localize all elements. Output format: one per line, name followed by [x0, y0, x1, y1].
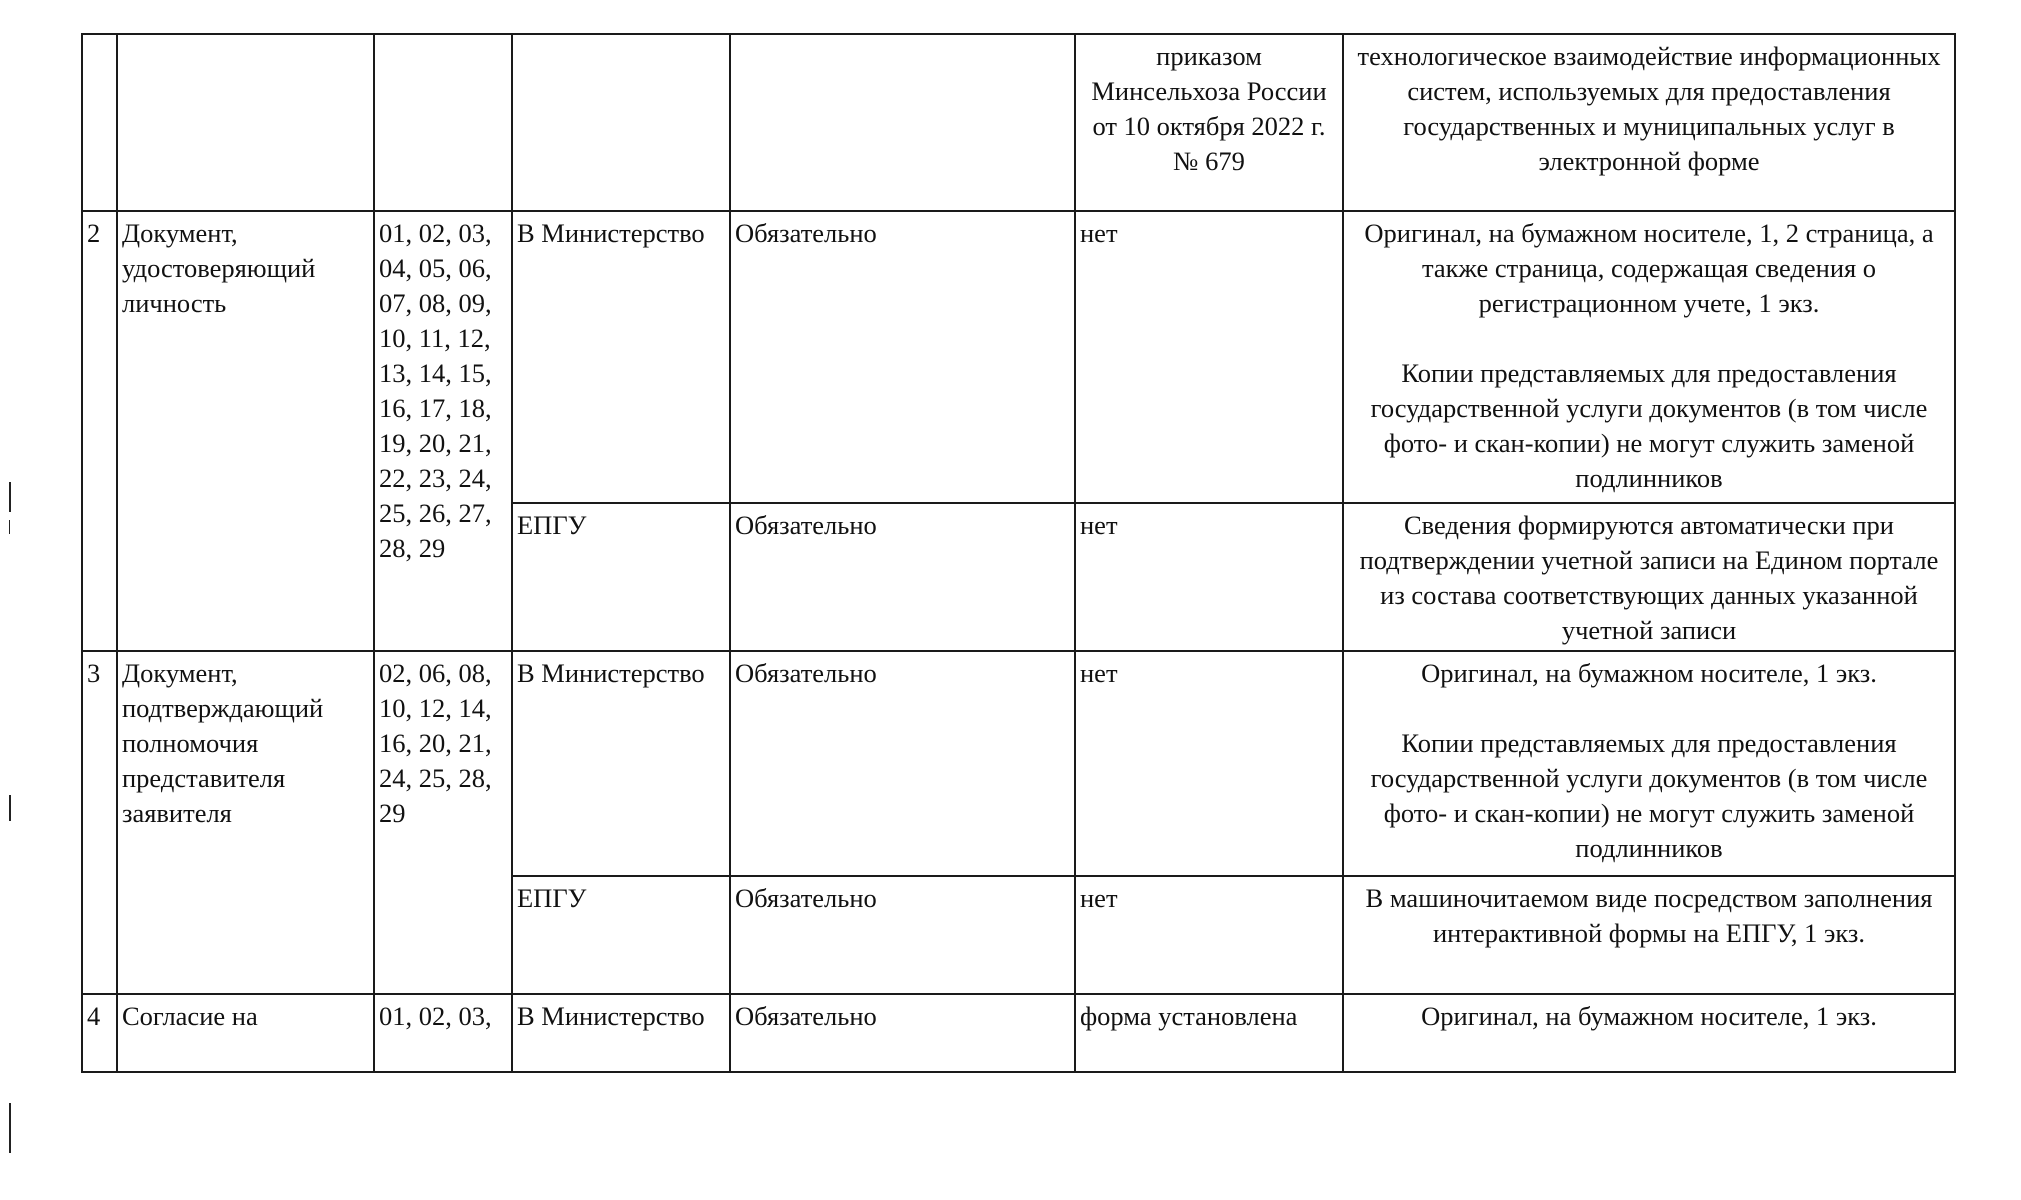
- note-paragraph: В машиночитаемом виде посредством заполнения интерактивной формы на ЕПГУ, 1 экз.: [1365, 883, 1933, 948]
- table-row: [82, 994, 1955, 1072]
- submission-channel: В Министерство: [512, 994, 730, 1072]
- submission-notes: [1343, 211, 1955, 503]
- submission-channel: В Министерство: [512, 211, 730, 503]
- document-name: Документ, удостоверяющий личность: [117, 211, 374, 651]
- document-name: Согласие на: [117, 994, 374, 1072]
- notes-cell: [1343, 34, 1955, 211]
- note-paragraph: Оригинал, на бумажном носителе, 1, 2 страница, а также страница, содержащая сведения о регистрационном учете, 1 экз.: [1364, 218, 1934, 318]
- form-established: нет: [1075, 876, 1343, 994]
- table-row-header-continuation: [82, 34, 1955, 211]
- table-row: [82, 211, 1955, 503]
- form-established: нет: [1075, 211, 1343, 503]
- scan-artifact-mark: [9, 482, 11, 512]
- document-cell: [117, 34, 374, 211]
- num-cell: [82, 34, 117, 211]
- note-paragraph: Копии представляемых для предоставления государственной услуги документов (в том числе фото- и скан-копии) не могут служить заменой подлинников: [1370, 358, 1928, 493]
- order-reference-text: приказом Минсельхоза России от 10 октября 2022 г. № 679: [1091, 41, 1327, 176]
- submission-channel: ЕПГУ: [512, 503, 730, 651]
- row-number: 3: [82, 651, 117, 994]
- requirements-table: [81, 33, 1956, 1073]
- form-established: форма установлена: [1075, 994, 1343, 1072]
- scan-artifact-mark: [9, 520, 10, 534]
- requirement-status: Обязательно: [730, 876, 1075, 994]
- requirement-status: Обязательно: [730, 651, 1075, 876]
- channel-cell: [512, 34, 730, 211]
- note-paragraph: Копии представляемых для предоставления государственной услуги документов (в том числе фото- и скан-копии) не могут служить заменой подлинников: [1370, 728, 1928, 863]
- requirement-status: Обязательно: [730, 503, 1075, 651]
- requirement-status: Обязательно: [730, 211, 1075, 503]
- form-established: нет: [1075, 503, 1343, 651]
- submission-notes: [1343, 651, 1955, 876]
- required-cell: [730, 34, 1075, 211]
- interaction-note-text: технологическое взаимодействие информационных систем, используемых для предоставления государственных и муниципальных услуг в электронной форме: [1357, 41, 1941, 176]
- form-cell: [1075, 34, 1343, 211]
- form-established: нет: [1075, 651, 1343, 876]
- note-paragraph: Оригинал, на бумажном носителе, 1 экз.: [1421, 1001, 1877, 1031]
- applicant-codes: 02, 06, 08, 10, 12, 14, 16, 20, 21, 24, 25, 28, 29: [374, 651, 512, 994]
- note-paragraph: Сведения формируются автоматически при подтверждении учетной записи на Едином портале из состава соответствующих данных указанной учетной записи: [1359, 510, 1939, 645]
- applicant-codes: 01, 02, 03, 04, 05, 06, 07, 08, 09, 10, 11, 12, 13, 14, 15, 16, 17, 18, 19, 20, 21, 22, 23, 24, 25, 26, 27, 28, 29: [374, 211, 512, 651]
- table-row: [82, 651, 1955, 876]
- submission-notes: [1343, 876, 1955, 994]
- submission-channel: ЕПГУ: [512, 876, 730, 994]
- submission-channel: В Министерство: [512, 651, 730, 876]
- scan-artifact-mark: [9, 1103, 11, 1153]
- row-number: 2: [82, 211, 117, 651]
- document-name: Документ, подтверждающий полномочия представителя заявителя: [117, 651, 374, 994]
- applicant-codes: 01, 02, 03,: [374, 994, 512, 1072]
- submission-notes: [1343, 994, 1955, 1072]
- submission-notes: [1343, 503, 1955, 651]
- note-paragraph: Оригинал, на бумажном носителе, 1 экз.: [1421, 658, 1877, 688]
- requirement-status: Обязательно: [730, 994, 1075, 1072]
- row-number: 4: [82, 994, 117, 1072]
- codes-cell: [374, 34, 512, 211]
- scan-artifact-mark: [9, 795, 11, 821]
